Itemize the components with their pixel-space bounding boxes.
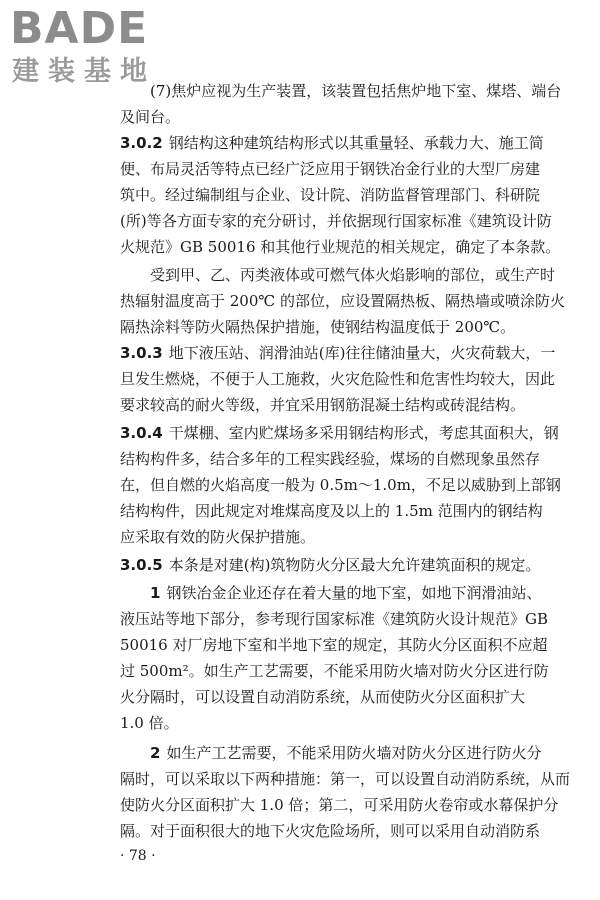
text-line: 便、布局灵活等特点已经广泛应用于钢铁冶金行业的大型厂房建: [120, 160, 541, 178]
section-3-0-5-line: 3.0.5 本条是对建(构)筑物防火分区最大允许建筑面积的规定。: [120, 556, 541, 574]
text-line: 隔热涂料等防火隔热保护措施，使钢结构温度低于 200℃。: [120, 318, 516, 336]
section-number: 3.0.5: [120, 556, 163, 574]
section-3-0-4-line: 3.0.4 干煤棚、室内贮煤场多采用钢结构形式，考虑其面积大，钢: [120, 424, 559, 442]
section-number: 3.0.4: [120, 424, 163, 442]
item-number: 1: [150, 584, 161, 602]
text-line: (7)焦炉应视为生产装置，该装置包括焦炉地下室、煤塔、端台: [150, 82, 562, 100]
text-line: 50016 对厂房地下室和半地下室的规定，其防火分区面积不应超: [120, 636, 548, 654]
text-line: 火规范》GB 50016 和其他行业规范的相关规定，确定了本条款。: [120, 238, 561, 256]
text-line: 隔。对于面积很大的地下火灾危险场所，则可以采用自动消防系: [120, 822, 541, 840]
list-item-1-line: 1 钢铁冶金企业还存在着大量的地下室，如地下润滑油站、: [150, 584, 542, 602]
item-number: 2: [150, 744, 161, 762]
text-line: 要求较高的耐火等级，并宜采用钢筋混凝土结构或砖混结构。: [120, 396, 526, 414]
text-line: 结构构件多，结合多年的工程实践经验，煤场的自燃现象虽然存: [120, 450, 541, 468]
text-line: 热辐射温度高于 200℃ 的部位，应设置隔热板、隔热墙或喷涂防火: [120, 292, 565, 310]
text-line: 使防火分区面积扩大 1.0 倍；第二，可采用防火卷帘或水幕保护分: [120, 796, 559, 814]
text-line: 受到甲、乙、丙类液体或可燃气体火焰影响的部位，或生产时: [150, 266, 556, 284]
text-line: 液压站等地下部分，参考现行国家标准《建筑防火设计规范》GB: [120, 610, 549, 628]
text-line: 筑中。经过编制组与企业、设计院、消防监督管理部门、科研院: [120, 186, 541, 204]
watermark-logo-text: BADE: [10, 3, 149, 54]
text-line: 旦发生燃烧，不便于人工施救，火灾危险性和危害性均较大，因此: [120, 370, 556, 388]
text-line: 应采取有效的防火保护措施。: [120, 528, 316, 546]
list-item-2-line: 2 如生产工艺需要，不能采用防火墙对防火分区进行防火分: [150, 744, 542, 762]
text-line: 及间台。: [120, 108, 181, 126]
page-number: · 78 ·: [120, 848, 156, 864]
text-line: (所)等各方面专家的充分研讨，并依据现行国家标准《建筑设计防: [120, 212, 552, 230]
section-3-0-2-line: 3.0.2 钢结构这种建筑结构形式以其重量轻、承载力大、施工简: [120, 134, 544, 152]
section-number: 3.0.2: [120, 134, 163, 152]
text-line: 过 500m²。如生产工艺需要，不能采用防火墙对防火分区进行防: [120, 662, 549, 680]
text-line: 火分隔时，可以设置自动消防系统，从而使防火分区面积扩大: [120, 688, 526, 706]
watermark-subtitle: 建装基地: [12, 56, 156, 87]
text-line: 1.0 倍。: [120, 714, 179, 732]
text-line: 结构构件，因此规定对堆煤高度及以上的 1.5m 范围内的钢结构: [120, 502, 543, 520]
text-line: 隔时，可以采取以下两种措施：第一，可以设置自动消防系统，从而: [120, 770, 571, 788]
section-number: 3.0.3: [120, 344, 163, 362]
section-3-0-3-line: 3.0.3 地下液压站、润滑油站(库)往往储油量大，火灾荷载大，一: [120, 344, 556, 362]
text-line: 在，但自燃的火焰高度一般为 0.5m～1.0m，不足以威胁到上部钢: [120, 476, 561, 494]
